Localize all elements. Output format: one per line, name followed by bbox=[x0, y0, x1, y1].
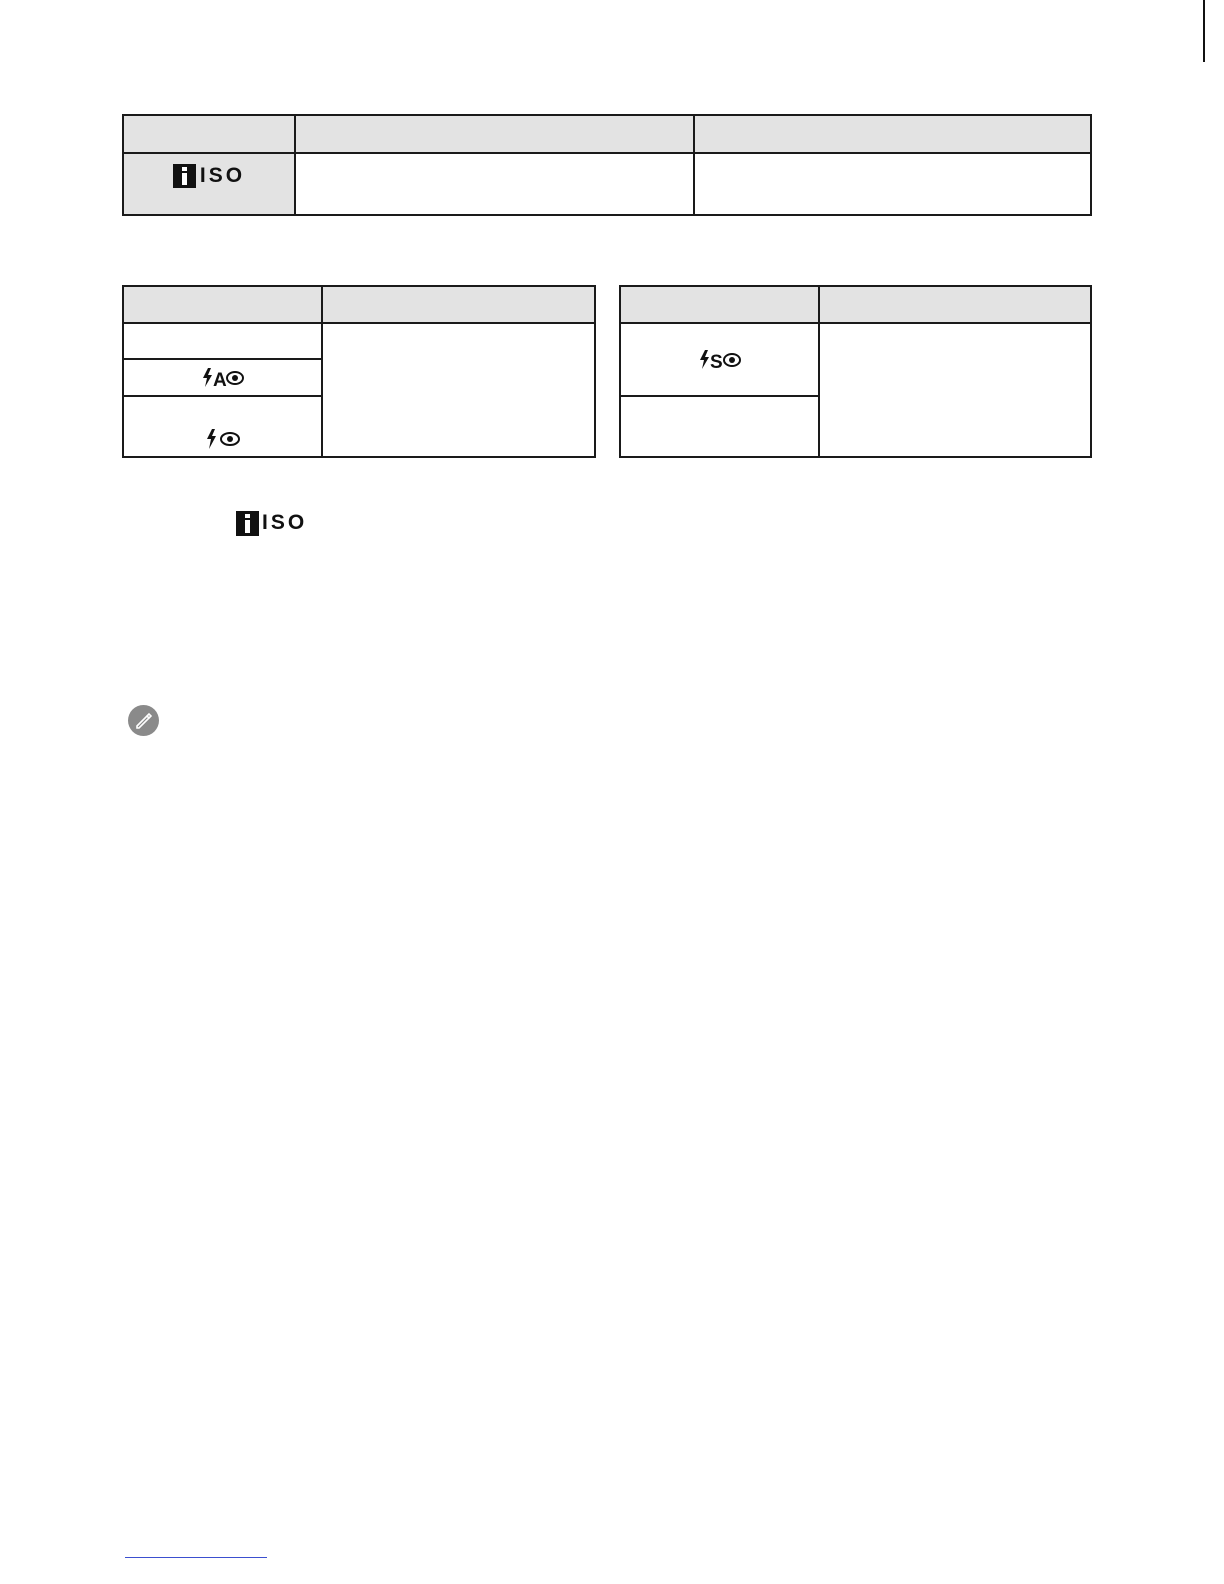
flash-table-left bbox=[122, 285, 596, 458]
iso-label: ISO bbox=[199, 164, 246, 187]
table-cell bbox=[123, 323, 322, 359]
note-pencil-icon bbox=[128, 705, 159, 736]
iso-table bbox=[122, 114, 1092, 216]
info-i-icon bbox=[236, 511, 259, 536]
intelligent-iso-icon bbox=[173, 164, 245, 188]
table-cell bbox=[819, 323, 1091, 457]
header-cell bbox=[123, 286, 322, 323]
pencil-icon bbox=[134, 711, 154, 731]
table-header-row bbox=[123, 115, 1091, 153]
page-edge-rule bbox=[1203, 0, 1205, 62]
header-cell bbox=[123, 115, 295, 153]
header-cell bbox=[620, 286, 819, 323]
flash-on-redeye-icon bbox=[205, 428, 241, 450]
iso-icon-cell bbox=[123, 153, 295, 215]
table-header-row bbox=[123, 286, 595, 323]
flash-on-redeye-cell bbox=[123, 396, 322, 457]
table-row bbox=[620, 323, 1091, 396]
header-cell bbox=[694, 115, 1091, 153]
flash-slow-sync-redeye-cell bbox=[620, 323, 819, 396]
flash-table-right bbox=[619, 285, 1092, 458]
table-cell bbox=[620, 396, 819, 457]
header-cell bbox=[819, 286, 1091, 323]
flash-mode-letter: S bbox=[709, 351, 723, 371]
header-cell bbox=[322, 286, 595, 323]
table-row bbox=[123, 323, 595, 359]
table-row bbox=[123, 153, 1091, 215]
flash-mode-letter: A bbox=[212, 369, 227, 389]
table-cell bbox=[322, 323, 595, 457]
info-i-icon bbox=[173, 164, 196, 188]
iso-label: ISO bbox=[262, 511, 308, 534]
inline-intelligent-iso-icon bbox=[236, 510, 307, 536]
footer-link-rule[interactable] bbox=[125, 1557, 267, 1558]
table-cell bbox=[694, 153, 1091, 215]
flash-slow-sync-redeye-icon bbox=[699, 349, 741, 371]
flash-auto-redeye-icon bbox=[202, 367, 244, 389]
table-header-row bbox=[620, 286, 1091, 323]
header-cell bbox=[295, 115, 694, 153]
table-cell bbox=[295, 153, 694, 215]
flash-auto-redeye-cell bbox=[123, 359, 322, 396]
